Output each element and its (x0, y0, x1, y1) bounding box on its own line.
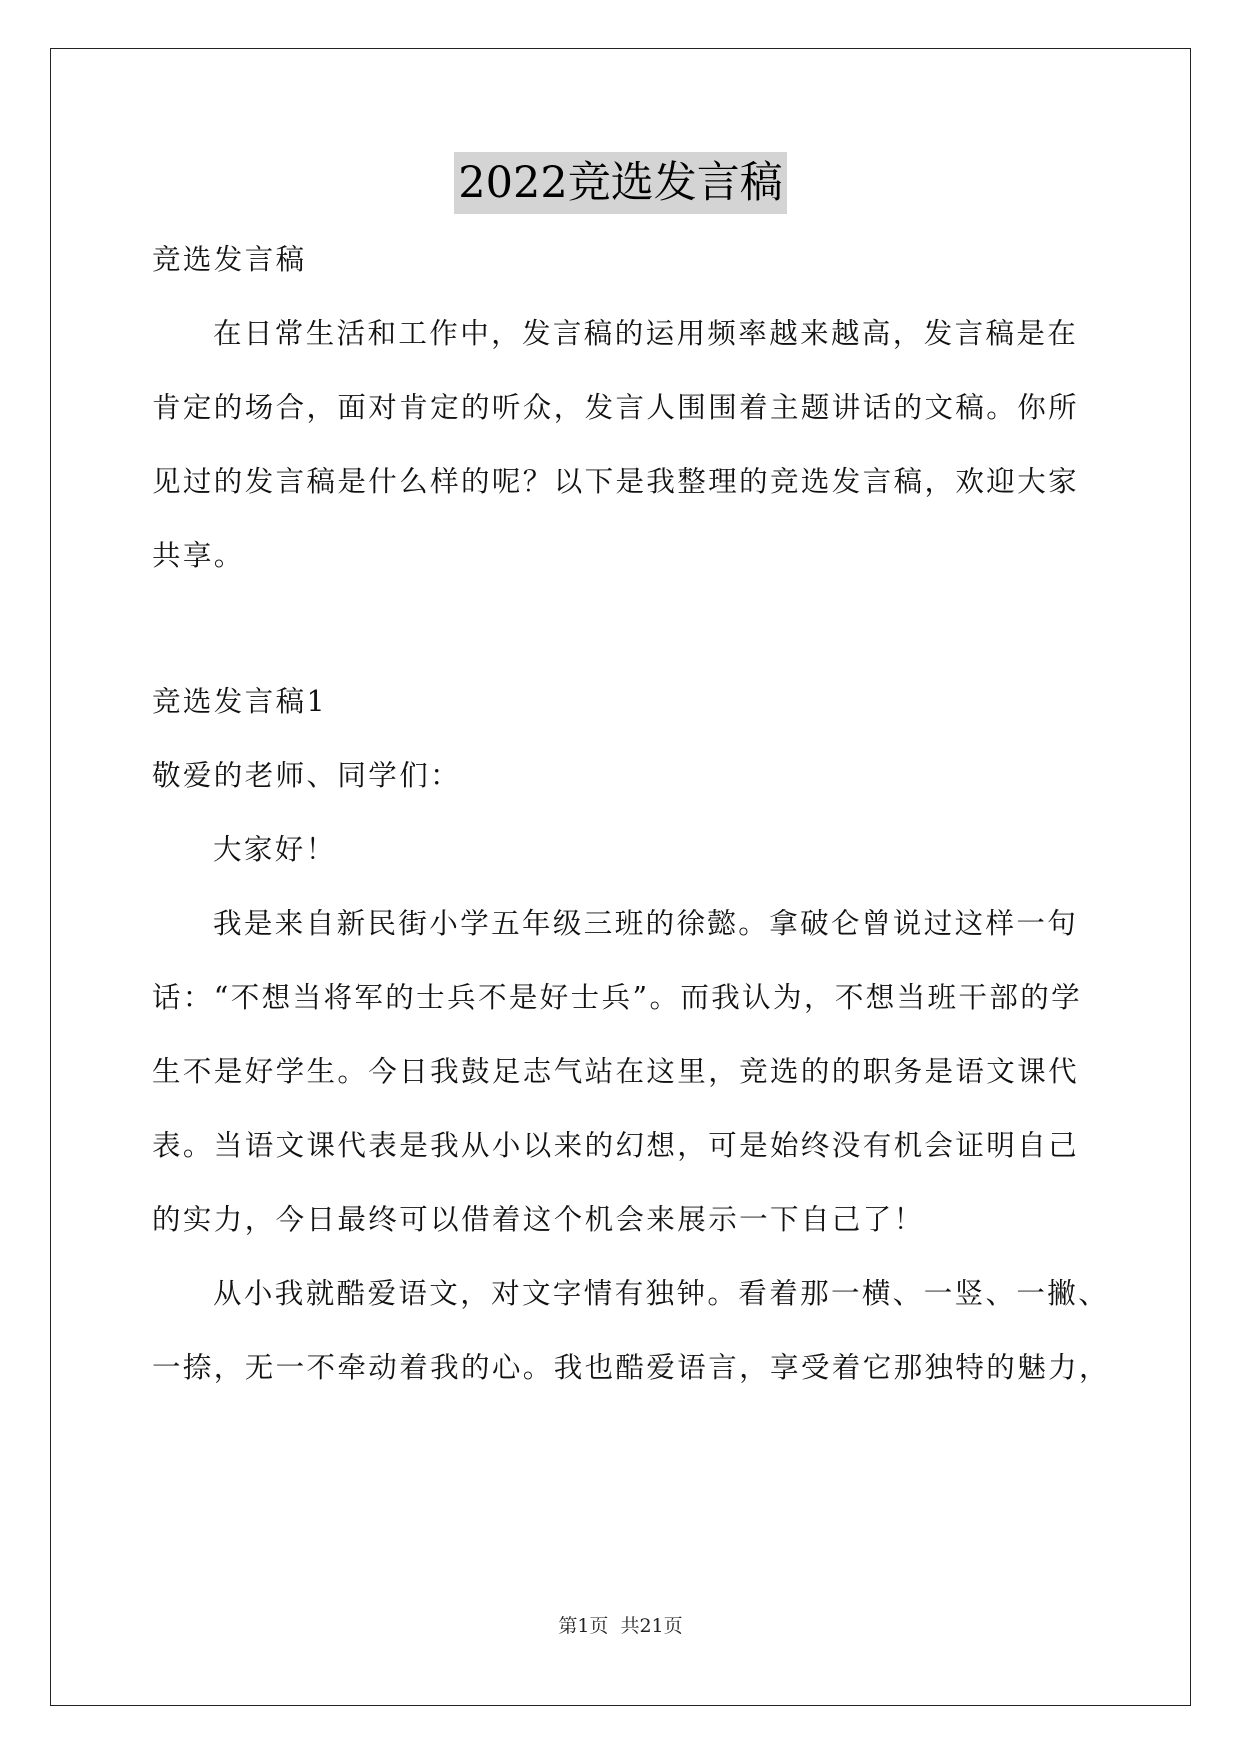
salutation-line: 敬爱的老师、同学们： (152, 759, 462, 792)
paragraph-line: 的实力，今日最终可以借着这个机会来展示一下自己了！ (152, 1203, 925, 1236)
paragraph-line: 共享。 (152, 539, 245, 572)
document-title (0, 152, 1241, 214)
paragraph-line: 在日常生活和工作中，发言稿的运用频率越来越高，发言稿是在 (213, 317, 1079, 350)
paragraph-line: 我是来自新民街小学五年级三班的徐懿。拿破仑曾说过这样一句 (213, 907, 1079, 940)
paragraph-line: 话：“不想当将军的士兵不是好士兵”。而我认为，不想当班干部的学 (152, 981, 1083, 1014)
page-number-footer: 第1页 共21页 (558, 1615, 683, 1637)
section-heading-1: 竞选发言稿1 (152, 685, 328, 718)
greeting-line: 大家好！ (213, 833, 337, 866)
section-heading-intro: 竞选发言稿 (152, 243, 307, 276)
paragraph-line: 一捺，无一不牵动着我的心。我也酷爱语言，享受着它那独特的魅力， (152, 1351, 1110, 1384)
document-title-text: 2022竞选发言稿 (454, 152, 786, 214)
paragraph-line: 生不是好学生。今日我鼓足志气站在这里，竞选的的职务是语文课代 (152, 1055, 1080, 1088)
page-border (50, 48, 1191, 1706)
paragraph-line: 见过的发言稿是什么样的呢？以下是我整理的竞选发言稿，欢迎大家 (152, 465, 1080, 498)
paragraph-line: 表。当语文课代表是我从小以来的幻想，可是始终没有机会证明自己 (152, 1129, 1080, 1162)
paragraph-line: 肯定的场合，面对肯定的听众，发言人围围着主题讲话的文稿。你所 (152, 391, 1080, 424)
paragraph-line: 从小我就酷爱语文，对文字情有独钟。看着那一横、一竖、一撇、 (213, 1277, 1110, 1310)
